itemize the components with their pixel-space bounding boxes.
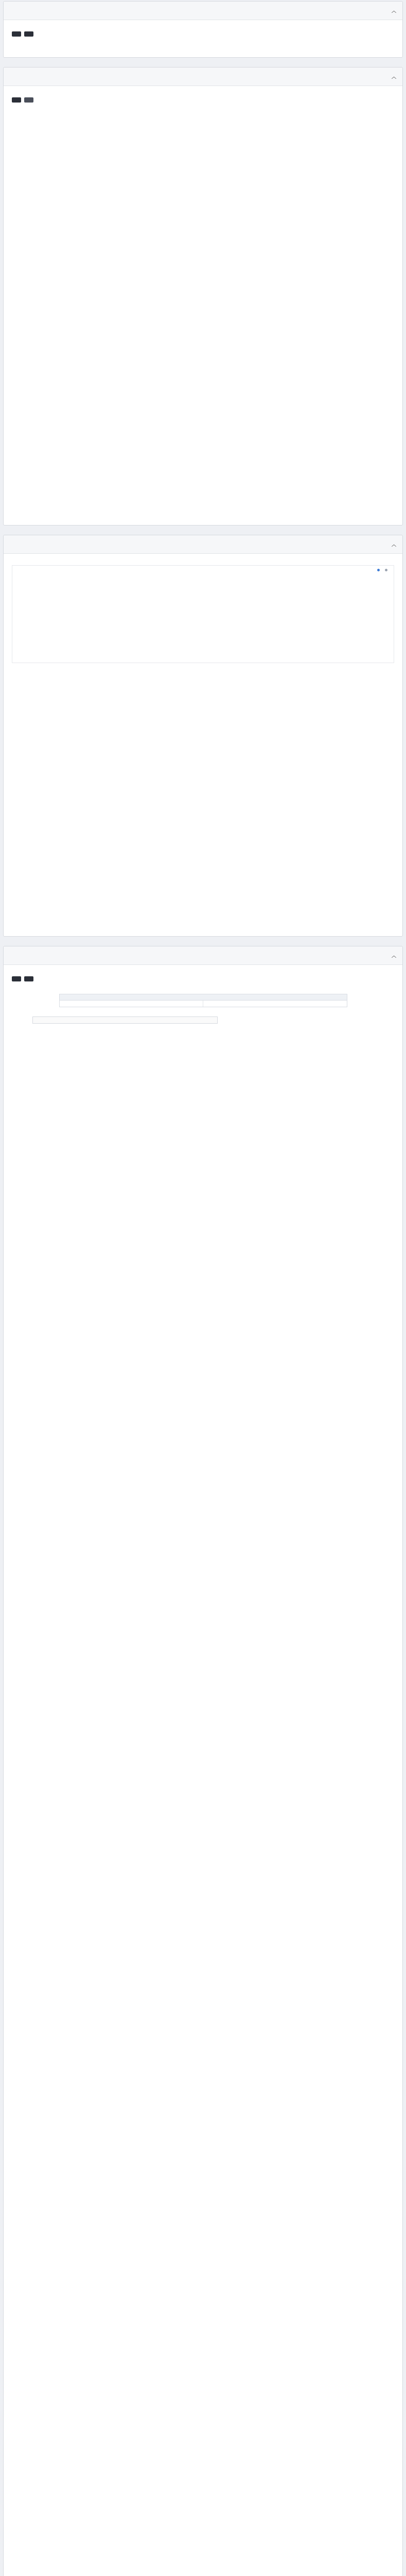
download-tools-button[interactable] [24, 31, 33, 37]
class-ap-table-1 [12, 107, 161, 114]
collapse-icon[interactable]: ︿ [391, 74, 396, 79]
panel-header[interactable] [4, 2, 402, 20]
annotation-panel [3, 946, 403, 2576]
download-manual-button[interactable] [12, 31, 21, 37]
authoring-tool-panel [3, 1, 403, 58]
performance-chart [12, 565, 394, 663]
collapse-icon[interactable]: ︿ [391, 953, 396, 958]
download-guide-button[interactable] [24, 976, 33, 981]
folder-tree [60, 1001, 204, 1007]
legend-measured[interactable] [377, 569, 381, 572]
tree-box [59, 994, 347, 1007]
data-performance-panel [3, 535, 403, 937]
collapse-icon[interactable]: ︿ [391, 8, 396, 13]
tree-header [60, 994, 203, 1000]
panel-header[interactable] [4, 67, 402, 86]
legend-target[interactable] [385, 569, 389, 572]
ai-models-panel [3, 67, 403, 526]
collapse-icon[interactable]: ︿ [391, 542, 396, 547]
panel-header[interactable] [4, 535, 402, 554]
tree-header [203, 994, 347, 1000]
download-documentation-button[interactable] [12, 976, 21, 981]
panel-header[interactable] [4, 946, 402, 965]
download-model-button[interactable] [24, 97, 33, 103]
download-model-details-button[interactable] [12, 97, 21, 103]
json-sample [32, 1016, 218, 1024]
